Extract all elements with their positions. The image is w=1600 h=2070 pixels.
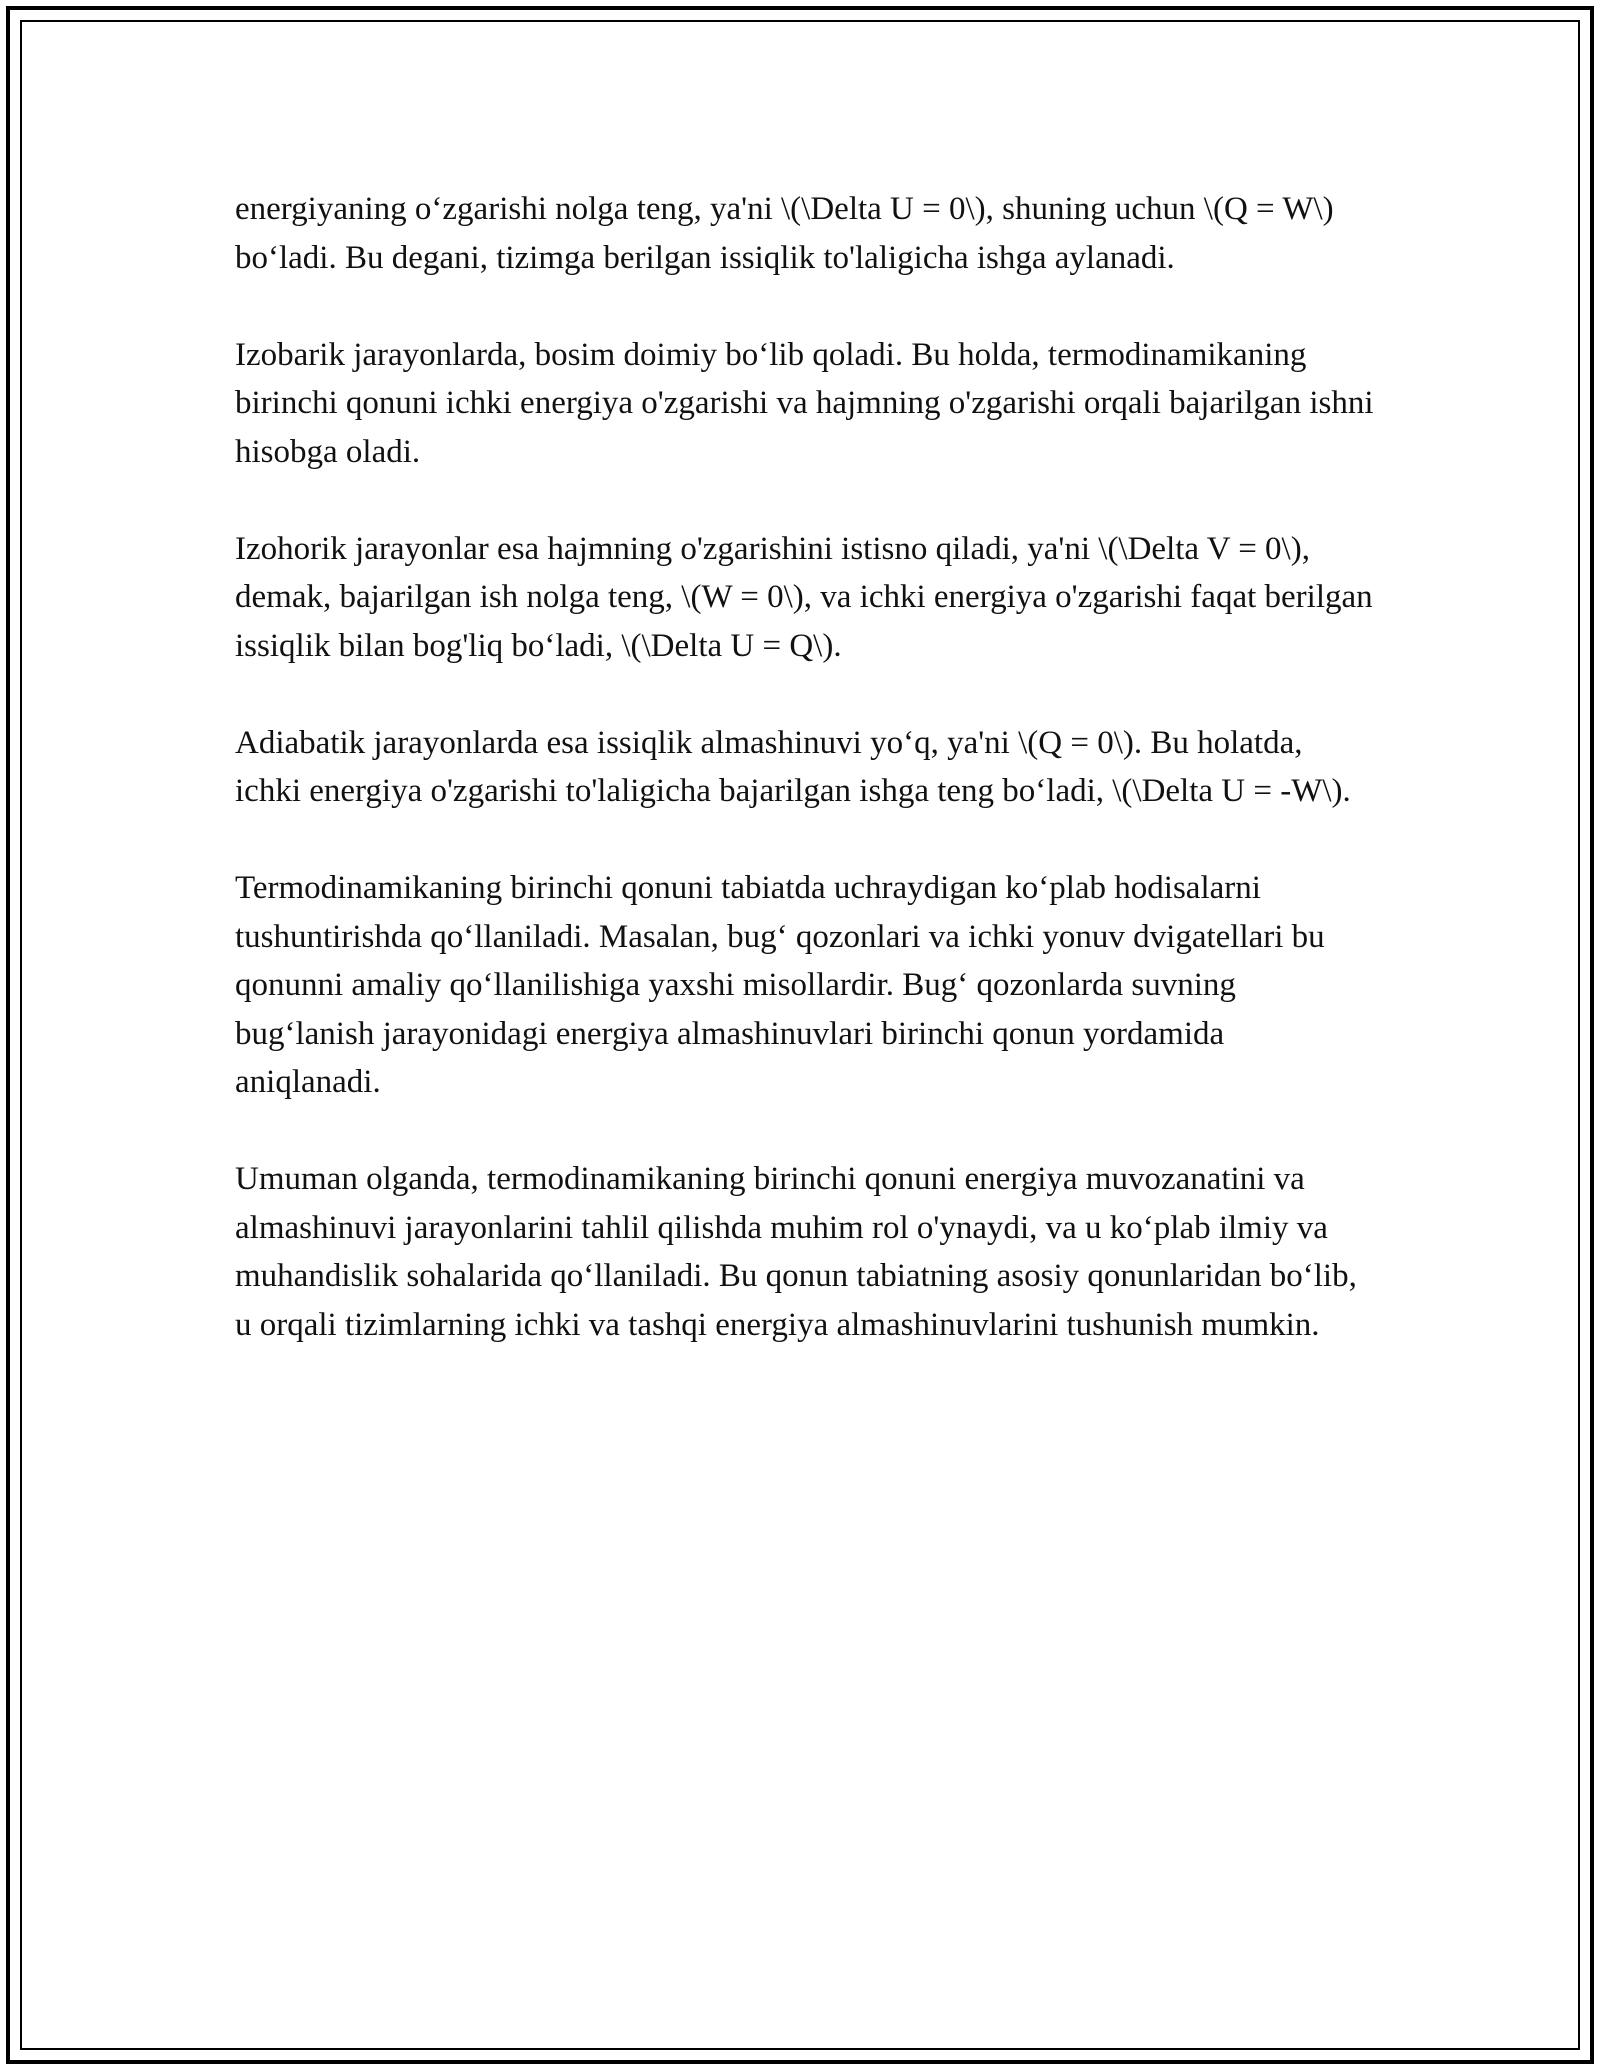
- paragraph: Termodinamikaning birinchi qonuni tabiatda uchraydigan ko‘plab hodisalarni tushuntirishda qo‘llaniladi. Masalan, bug‘ qozonlari va ichki yonuv dvigatellari bu qonunni amaliy qo‘llanilishiga yaxshi misollardir. Bug‘ qozonlarda suvning bug‘lanish jarayonidagi energiya almashinuvlari birinchi qonun yordamida aniqlanadi.: [235, 870, 1325, 1100]
- document-body: [235, 185, 1375, 1398]
- paragraph: Adiabatik jarayonlarda esa issiqlik almashinuvi yo‘q, ya'ni \(Q = 0\). Bu holatda, ichki energiya o'zgarishi to'laligicha bajarilgan ishga teng bo‘ladi, \(\Delta U = -W\).: [235, 724, 1351, 809]
- paragraph: Umuman olganda, termodinamikaning birinchi qonuni energiya muvozanatini va almashinuvi jarayonlarini tahlil qilishda muhim rol o'ynaydi, va u ko‘plab ilmiy va muhandislik sohalarida qo‘llaniladi. Bu qonun tabiatning asosiy qonunlaridan bo‘lib, u orqali tizimlarning ichki va tashqi energiya almashinuvlarini tushunish mumkin.: [235, 1161, 1357, 1343]
- paragraph: Izobarik jarayonlarda, bosim doimiy bo‘lib qoladi. Bu holda, termodinamikaning birinchi qonuni ichki energiya o'zgarishi va hajmning o'zgarishi orqali bajarilgan ishni hisobga oladi.: [235, 336, 1374, 470]
- paragraph: energiyaning o‘zgarishi nolga teng, ya'ni \(\Delta U = 0\), shuning uchun \(Q = W\) bo‘ladi. Bu degani, tizimga berilgan issiqlik to'laligicha ishga aylanadi.: [235, 191, 1334, 276]
- paragraph: Izohorik jarayonlar esa hajmning o'zgarishini istisno qiladi, ya'ni \(\Delta V = 0\), demak, bajarilgan ish nolga teng, \(W = 0\), va ichki energiya o'zgarishi faqat berilgan issiqlik bilan bog'liq bo‘ladi, \(\Delta U = Q\).: [235, 530, 1373, 664]
